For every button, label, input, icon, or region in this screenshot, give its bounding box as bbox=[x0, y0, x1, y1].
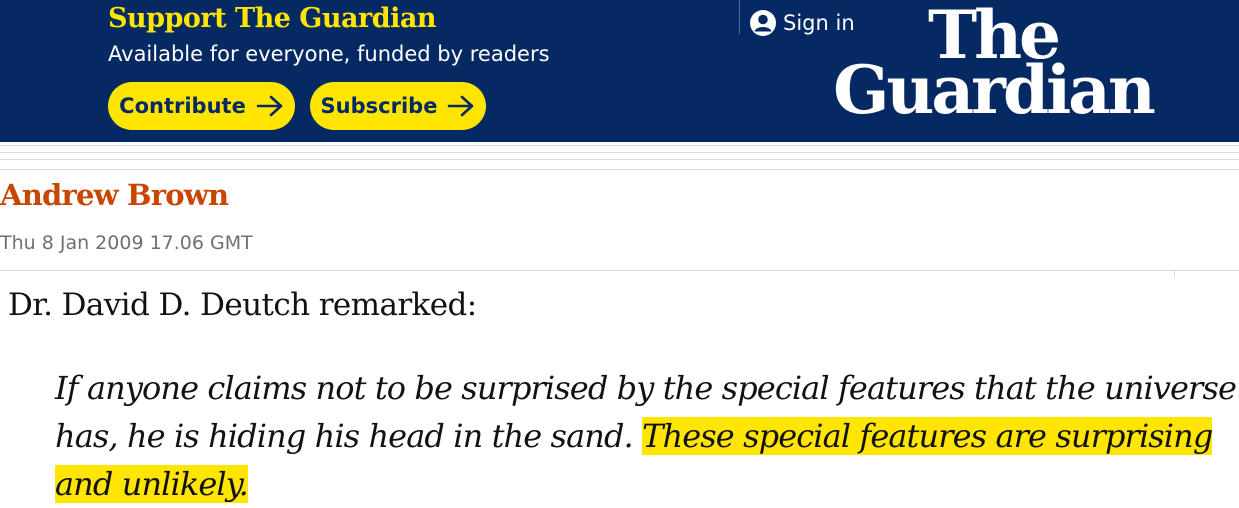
quote-text: If anyone claims not to be surprised by the special features that the universe has, he is hiding his head in the sand. bbox=[55, 369, 1237, 455]
divider-tick bbox=[1174, 270, 1175, 278]
divider bbox=[0, 270, 1239, 271]
arrow-right-icon bbox=[447, 95, 475, 117]
support-subtitle: Available for everyone, funded by readers bbox=[108, 42, 550, 66]
subscribe-button[interactable] bbox=[310, 82, 486, 130]
logo-line-guardian: Guardian bbox=[833, 50, 1153, 129]
header-rule-lines bbox=[0, 142, 1239, 170]
logo-line-the: The bbox=[927, 0, 1059, 74]
comment-remark: Dr. David D. Deutch remarked: bbox=[8, 287, 477, 323]
arrow-right-icon bbox=[256, 95, 284, 117]
author-name[interactable]: Andrew Brown bbox=[0, 178, 229, 212]
sign-in-divider bbox=[739, 0, 740, 34]
subscribe-label: Subscribe bbox=[320, 94, 438, 118]
quote-highlighted-text: These special features are surprising and unlikely. bbox=[55, 417, 1213, 503]
contribute-button[interactable] bbox=[108, 82, 295, 130]
support-header bbox=[0, 0, 1239, 142]
blockquote bbox=[55, 364, 1239, 508]
contribute-label: Contribute bbox=[119, 94, 246, 118]
support-title: Support The Guardian bbox=[108, 3, 436, 34]
comment-timestamp: Thu 8 Jan 2009 17.06 GMT bbox=[0, 232, 253, 254]
sign-in-label: Sign in bbox=[783, 11, 855, 35]
user-icon bbox=[749, 9, 777, 37]
guardian-logo[interactable] bbox=[818, 0, 1168, 134]
